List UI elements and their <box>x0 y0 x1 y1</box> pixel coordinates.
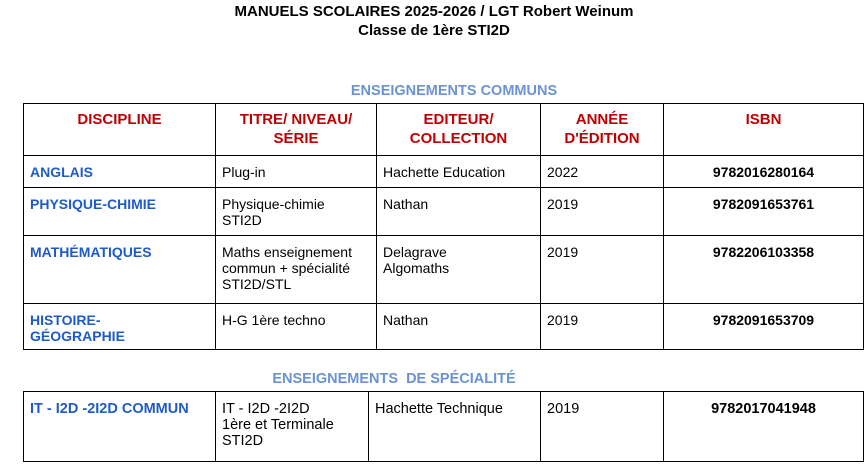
column-header <box>216 104 377 156</box>
section-title-specialite: ENSEIGNEMENTS DE SPÉCIALITÉ <box>272 371 516 387</box>
discipline-cell <box>24 392 216 462</box>
table-row <box>24 304 864 350</box>
column-header <box>541 104 664 156</box>
section-title-communs: ENSEIGNEMENTS COMMUNS <box>350 83 558 99</box>
column-header-label: ISBN <box>745 111 782 128</box>
titre-text: H-G 1ère techno <box>222 312 326 328</box>
discipline-cell <box>24 236 216 304</box>
table-row <box>24 236 864 304</box>
table-enseignements-communs <box>23 103 864 350</box>
titre-text: Physique-chimie <box>222 196 325 212</box>
annee-cell: 2019 <box>541 304 664 350</box>
discipline-text: GÉOGRAPHIE <box>30 328 125 344</box>
titre-text: STI2D <box>222 433 264 449</box>
table-enseignements-specialite <box>23 391 864 462</box>
annee-cell: 2019 <box>541 188 664 236</box>
column-header-label: DISCIPLINE <box>77 111 162 128</box>
annee-cell: 2019 <box>541 392 664 462</box>
discipline-text: IT - I2D -2I2D COMMUN <box>30 401 189 417</box>
column-header <box>664 104 864 156</box>
titre-text: Plug-in <box>222 164 266 180</box>
editeur-cell <box>377 304 541 350</box>
editeur-text: Nathan <box>383 196 429 212</box>
titre-cell <box>216 392 369 462</box>
discipline-text: HISTOIRE- <box>30 312 101 328</box>
titre-cell <box>216 188 377 236</box>
column-header-label: D'ÉDITION <box>564 130 640 147</box>
discipline-cell <box>24 304 216 350</box>
table-row <box>24 156 864 188</box>
column-header-label: SÉRIE <box>273 130 319 147</box>
column-header-label: ANNÉE <box>575 111 629 128</box>
titre-text: IT - I2D -2I2D <box>222 401 310 417</box>
titre-cell <box>216 236 377 304</box>
isbn-cell: 9782017041948 <box>664 392 864 462</box>
editeur-text: Hachette Technique <box>375 401 503 417</box>
isbn-cell: 9782091653709 <box>664 304 864 350</box>
page-subtitle: Classe de 1ère STI2D <box>358 22 510 39</box>
discipline-cell <box>24 156 216 188</box>
discipline-cell <box>24 188 216 236</box>
editeur-text: Hachette Education <box>383 164 506 180</box>
titre-text: STI2D <box>222 212 262 228</box>
column-header <box>377 104 541 156</box>
column-header-label: TITRE/ NIVEAU/ <box>239 111 353 128</box>
editeur-text: Nathan <box>383 312 429 328</box>
titre-text: Maths enseignement <box>222 244 352 260</box>
table-row <box>24 392 864 462</box>
isbn-cell: 9782091653761 <box>664 188 864 236</box>
titre-text: commun + spécialité <box>222 260 351 276</box>
column-header-label: COLLECTION <box>409 130 508 147</box>
editeur-cell <box>377 156 541 188</box>
page-title: MANUELS SCOLAIRES 2025-2026 / LGT Robert Weinum <box>234 3 634 20</box>
titre-cell <box>216 304 377 350</box>
discipline-text: PHYSIQUE-CHIMIE <box>30 196 157 212</box>
discipline-text: ANGLAIS <box>30 164 93 180</box>
isbn-cell: 9782206103358 <box>664 236 864 304</box>
discipline-text: MATHÉMATIQUES <box>30 244 152 260</box>
column-header <box>24 104 216 156</box>
editeur-cell <box>377 188 541 236</box>
table-header-row <box>24 104 864 156</box>
column-header-label: EDITEUR/ <box>423 111 494 128</box>
titre-text: STI2D/STL <box>222 276 292 292</box>
editeur-text: Algomaths <box>383 260 450 276</box>
table-row <box>24 188 864 236</box>
titre-text: 1ère et Terminale <box>222 417 334 433</box>
annee-cell: 2022 <box>541 156 664 188</box>
editeur-cell <box>369 392 541 462</box>
editeur-cell <box>377 236 541 304</box>
titre-cell <box>216 156 377 188</box>
annee-cell: 2019 <box>541 236 664 304</box>
isbn-cell: 9782016280164 <box>664 156 864 188</box>
editeur-text: Delagrave <box>383 244 447 260</box>
